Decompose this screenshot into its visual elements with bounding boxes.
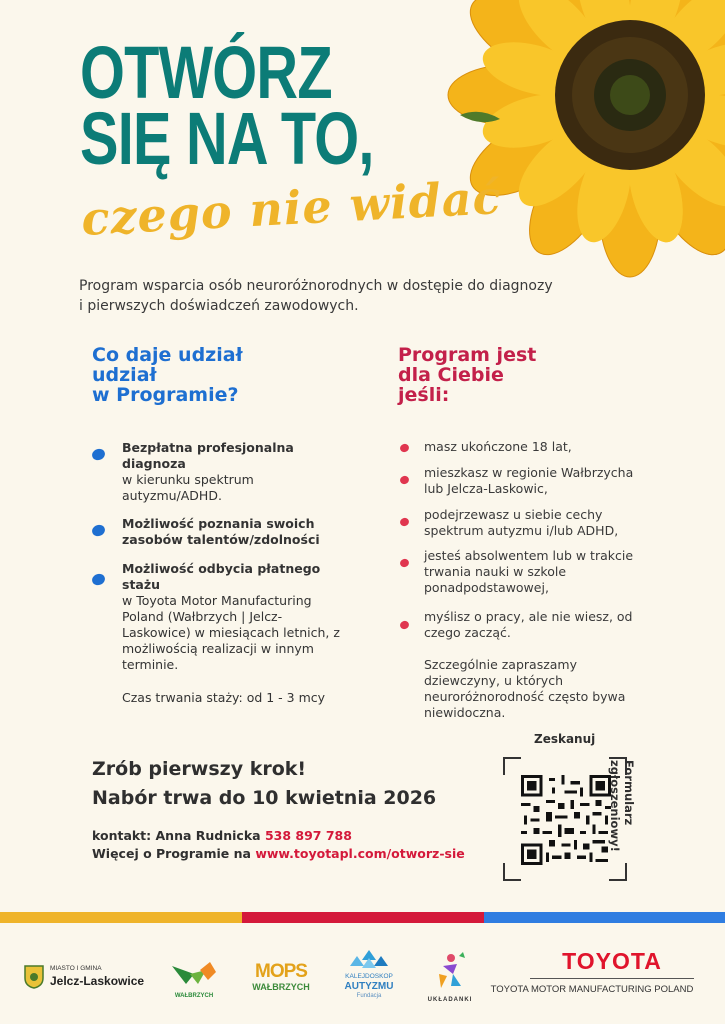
headline-line-2: SIĘ NA TO, bbox=[80, 97, 374, 180]
benefit-item bbox=[94, 561, 344, 673]
toyota-divider bbox=[530, 978, 694, 979]
headline-script: czego nie widać bbox=[80, 169, 503, 246]
toyota-logo bbox=[482, 948, 702, 995]
toyota-wordmark: TOYOTA bbox=[562, 948, 662, 974]
benefit-item-bold: Możliwość odbycia płatnego stażu bbox=[122, 561, 321, 592]
mops-logo-title: MOPS bbox=[255, 961, 307, 982]
scan-label: Zeskanuj bbox=[534, 732, 596, 746]
eligibility-item bbox=[400, 439, 660, 455]
intro-text: Program wsparcia osób neuroróżnorodnych w dostępie do diagnozy i pierwszych doświadczeń zawodowych. bbox=[79, 278, 553, 314]
benefits-title bbox=[92, 345, 292, 405]
walbrzych-mark-icon bbox=[170, 960, 218, 988]
ukladanki-logo bbox=[425, 952, 475, 1003]
eligibility-item bbox=[400, 548, 660, 596]
headline bbox=[80, 31, 374, 180]
eligibility-title-line-3: jeśli: bbox=[398, 384, 450, 406]
stripe-yellow bbox=[0, 912, 242, 923]
puzzle-figure-icon bbox=[433, 952, 467, 992]
benefit-item bbox=[94, 516, 344, 548]
stripe-red bbox=[242, 912, 484, 923]
cta-line-2: Nabór trwa do 10 kwietnia 2026 bbox=[92, 787, 437, 809]
kalejdoskop-autyzmu-logo bbox=[338, 950, 400, 1000]
eligibility-item-text: myślisz o pracy, ale nie wiesz, od czego zacząć. bbox=[424, 609, 633, 640]
eligibility-item-text: masz ukończone 18 lat, bbox=[424, 439, 572, 454]
eligibility-item bbox=[400, 507, 660, 539]
kalejdoskop-logo-line-1: KALEJDOSKOP bbox=[345, 973, 393, 980]
headline-line-1: OTWÓRZ bbox=[80, 31, 332, 114]
kalejdoskop-logo-line-3: Fundacja bbox=[356, 993, 382, 999]
benefit-item-text: w kierunku spektrum autyzmu/ADHD. bbox=[122, 472, 254, 503]
contact-phone-link[interactable]: 538 897 788 bbox=[264, 828, 352, 843]
benefit-item-text: w Toyota Motor Manufacturing Poland (Wałbrzych | Jelcz-Laskowice) w miesiącach letnich, z możliwością realizacji w innym terminie. bbox=[122, 593, 340, 672]
coat-of-arms-icon bbox=[24, 965, 44, 989]
sunflower-image bbox=[420, 0, 725, 300]
more-info-label: Więcej o Programie na bbox=[92, 846, 256, 861]
form-label-line-2: zgłoszeniowy! bbox=[608, 760, 622, 852]
call-to-action bbox=[92, 755, 436, 813]
benefit-item bbox=[94, 440, 344, 504]
kalejdoskop-logo-line-2: AUTYZMU bbox=[344, 981, 394, 992]
mops-logo bbox=[249, 962, 313, 993]
mops-logo-subtitle: WAŁBRZYCH bbox=[252, 982, 310, 992]
kaleidoscope-icon bbox=[349, 950, 389, 968]
stripe-blue bbox=[484, 912, 725, 923]
cta-line-1: Zrób pierwszy krok! bbox=[92, 758, 307, 780]
eligibility-title-line-1: Program jest bbox=[398, 344, 537, 366]
jl-logo-name: Jelcz-Laskowice bbox=[50, 974, 145, 988]
program-url-link[interactable]: www.toyotapl.com/otworz-sie bbox=[255, 846, 465, 861]
contact-info bbox=[92, 827, 465, 863]
benefits-title-line-3: w Programie? bbox=[92, 384, 239, 406]
benefits-title-line-2: udział bbox=[92, 364, 157, 386]
form-label-line-1: Formularz bbox=[622, 760, 636, 826]
benefit-item-bold: Bezpłatna profesjonalna diagnoza bbox=[122, 440, 294, 471]
form-label bbox=[596, 760, 636, 880]
eligibility-title bbox=[398, 345, 598, 405]
walbrzych-logo-text: WAŁBRZYCH bbox=[174, 993, 214, 999]
benefits-title-line-1: Co daje udział bbox=[92, 344, 243, 366]
eligibility-note: Szczególnie zapraszamy dziewczyny, u których neuroróżnorodność często bywa niewidoczna. bbox=[424, 657, 626, 720]
ukladanki-logo-text: UKŁADANKI bbox=[427, 997, 473, 1003]
contact-label: kontakt: Anna Rudnicka bbox=[92, 828, 265, 843]
eligibility-item-text: mieszkasz w regionie Wałbrzycha lub Jelcza-Laskowic, bbox=[424, 465, 634, 496]
eligibility-item-text: jesteś absolwentem lub w trakcie trwania nauki w szkole ponadpodstawowej, bbox=[424, 548, 634, 595]
eligibility-title-line-2: dla Ciebie bbox=[398, 364, 504, 386]
tmmp-text: TOYOTA MOTOR MANUFACTURING POLAND bbox=[490, 984, 694, 995]
eligibility-item bbox=[400, 609, 660, 641]
eligibility-item-text: podejrzewasz u siebie cechy spektrum autyzmu i/lub ADHD, bbox=[424, 507, 619, 538]
eligibility-item bbox=[400, 465, 660, 497]
internship-duration: Czas trwania staży: od 1 - 3 mcy bbox=[122, 690, 326, 705]
walbrzych-logo bbox=[170, 960, 218, 999]
jl-logo-small-text: MIASTO I GMINA bbox=[50, 965, 102, 972]
benefit-item-bold: Możliwość poznania swoich zasobów talentów/zdolności bbox=[122, 516, 320, 547]
